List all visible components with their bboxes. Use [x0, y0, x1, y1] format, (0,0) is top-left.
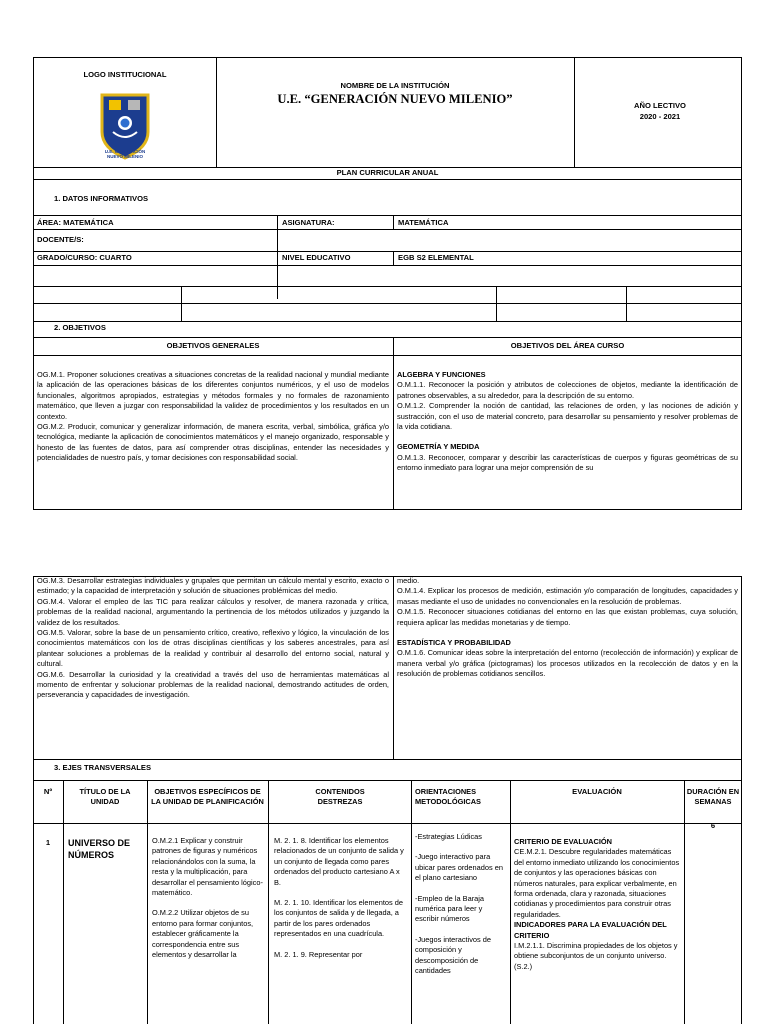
unit-orientaciones: -Estrategias Lúdicas -Juego interactivo para ubicar pares ordenados en el plano cartesiano -Empleo de la Baraja numérica para leer y escribir números -Juegos interactivos de composición y descomposición de cantidades [415, 832, 503, 976]
docentes-field: DOCENTE/S: [37, 235, 84, 244]
logo-caption-1: U.E. GENERACIÓN [104, 149, 146, 154]
objetivos-generales-1: OG.M.1. Proponer soluciones creativas a situaciones concretas de la realidad nacional y mundial mediante la aplicación de las operaciones básicas de los diferentes conjuntos numéricos, y el uso de modelos funcionales, algoritmos apropiados, estrategias y métodos formales y no formales de razonamiento matemático, que lleven a juzgar con responsabilidad la validez de procedimientos y los resultados en un contexto. OG.M.2. Producir, comunicar y generalizar información, de manera escrita, verbal, simbólica, gráfica y/o tecnológica, mediante la aplicación de conocimientos matemáticos y el manejo organizado, responsable y honesto de las fuentes de datos, para así comprender otras disciplinas, entender las necesidades y potencialidades de nuestro país, y tomar decisiones con responsabilidad social. [37, 370, 389, 463]
unit-contenidos: M. 2. 1. 8. Identificar los elementos relacionados de un conjunto de salida y un conjunto de llegada como pares ordenados del producto cartesiano A x B. M. 2. 1. 10. Identificar los elementos de los conjuntos de salida y de llegada, a partir de los pares ordenados representados en una cuadrícula. M. 2. 1. 9. Representar por [274, 836, 404, 959]
logo-label: LOGO INSTITUCIONAL [83, 70, 167, 79]
objetivos-generales-2: OG.M.3. Desarrollar estrategias individuales y grupales que permitan un cálculo mental y escrito, exacto o estimado; y la capacidad de interpretación y solución de situaciones problémicas del medio. OG.M.4. Valorar el empleo de las TIC para realizar cálculos y resolver, de manera razonada y crítica, problemas de la realidad nacional, argumentando la pertinencia de los métodos utilizados y juzgando la validez de los resultados. OG.M.5. Valorar, sobre la base de un pensamiento crítico, creativo, reflexivo y lógico, la vinculación de los conocimientos matemáticos con los de otras disciplinas científicas y los saberes ancestrales, para así plantear soluciones a problemas de la realidad y contribuir al desarrollo del entorno social, natural y cultural. OG.M.6. Desarrollar la curiosidad y la creatividad a través del uso de herramientas matemáticas al momento de enfrentar y solucionar problemas de la realidad nacional, demostrando actitudes de orden, perseverancia y capacidades de investigación. [37, 576, 389, 700]
col-num: Nº [43, 787, 53, 796]
section-ejes: 3. EJES TRANSVERSALES [54, 763, 152, 772]
col-duracion: DURACIÓN EN SEMANAS [686, 787, 740, 807]
col-contenidos: CONTENIDOS DESTREZAS [315, 787, 365, 807]
asignatura-value: MATEMÁTICA [398, 218, 449, 227]
objetivos-area-1: ALGEBRA Y FUNCIONES O.M.1.1. Reconocer la posición y atributos de colecciones de objetos, mediante la identificación de patrones observables, a su alrededor, para la descripción de su entorno. O.M.1.2. Comprender la noción de cantidad, las relaciones de orden, y las nociones de adición y sustracción, con el uso de material concreto, para desarrollar su pensamiento y resolver problemas de la vida cotidiana. GEOMETRÍA Y MEDIDA O.M.1.3. Reconocer, comparar y describir las características de cuerpos y figuras geométricas de su entorno inmediato para lograr una mejor comprensión de su [397, 370, 738, 473]
asignatura-label: ASIGNATURA: [282, 218, 335, 227]
nivel-value: EGB S2 ELEMENTAL [398, 253, 474, 262]
col-orientaciones: ORIENTACIONES METODOLÓGICAS [415, 787, 481, 807]
col-evaluacion: EVALUACIÓN [572, 787, 622, 796]
generales-header: OBJETIVOS GENERALES [166, 341, 260, 350]
section-datos: 1. DATOS INFORMATIVOS [54, 194, 149, 203]
unit-title: UNIVERSO DE NÚMEROS [68, 838, 131, 860]
institution-label: NOMBRE DE LA INSTITUCIÓN [340, 81, 450, 90]
plan-title: PLAN CURRICULAR ANUAL [336, 168, 439, 177]
section-objetivos: 2. OBJETIVOS [54, 323, 106, 332]
unit-objetivos: O.M.2.1 Explicar y construir patrones de figuras y numéricos relacionándolos con la suma, la resta y la multiplicación, para desarrollar el pensamiento lógico-matemático. O.M.2.2 Utilizar objetos de su entorno para formar conjuntos, establecer gráficamente la correspondencia entre sus elementos y desarrollar la [152, 836, 263, 960]
col-objetivos: OBJETIVOS ESPECÍFICOS DE LA UNIDAD DE PLANIFICACIÓN [151, 787, 264, 807]
col-titulo: TÍTULO DE LA UNIDAD [79, 787, 131, 807]
objetivos-area-2: medio. O.M.1.4. Explicar los procesos de medición, estimación y/o comparación de longitudes, capacidades y masas mediante el uso de unidades no convencionales en la resolución de problemas. O.M.1.5. Reconocer situaciones cotidianas del entorno en las que existan problemas, cuya solución, requiera aplicar las medidas monetarias y de tiempo. ESTADÍSTICA Y PROBABILIDAD O.M.1.6. Comunicar ideas sobre la interpretación del entorno (recolección de información) y explicar de manera verbal y/o gráfica (pictogramas) los procesos utilizados en la recolección de datos y en la resolución de problemas cotidianos sencillos. [397, 576, 738, 679]
unit-number: 1 [45, 838, 51, 847]
grado-field: GRADO/CURSO: CUARTO [37, 253, 132, 262]
logo-caption-2: NUEVO MILENIO [106, 154, 143, 159]
unit-duration: 6 [710, 821, 716, 830]
institution-name: U.E. “GENERACIÓN NUEVO MILENIO” [277, 92, 513, 106]
year-label: AÑO LECTIVO [634, 101, 686, 110]
area-field: ÁREA: MATEMÁTICA [37, 218, 114, 227]
area-header: OBJETIVOS DEL ÁREA CURSO [510, 341, 625, 350]
year-value: 2020 - 2021 [639, 112, 681, 121]
unit-evaluacion: CRITERIO DE EVALUACIÓN CE.M.2.1. Descubre regularidades matemáticas del entorno inmediato utilizando los conocimientos de conjuntos y las operaciones básicas con números naturales, para explicar verbalmente, en forma ordenada, clara y razonada, situaciones cotidianas y procedimientos para construir otras regularidades. INDICADORES PARA LA EVALUACIÓN DEL CRITERIO I.M.2.1.1. Discrimina propiedades de los objetos y obtiene subconjuntos de un conjunto universo. (S.2.) [514, 837, 680, 971]
nivel-label: NIVEL EDUCATIVO [282, 253, 351, 262]
